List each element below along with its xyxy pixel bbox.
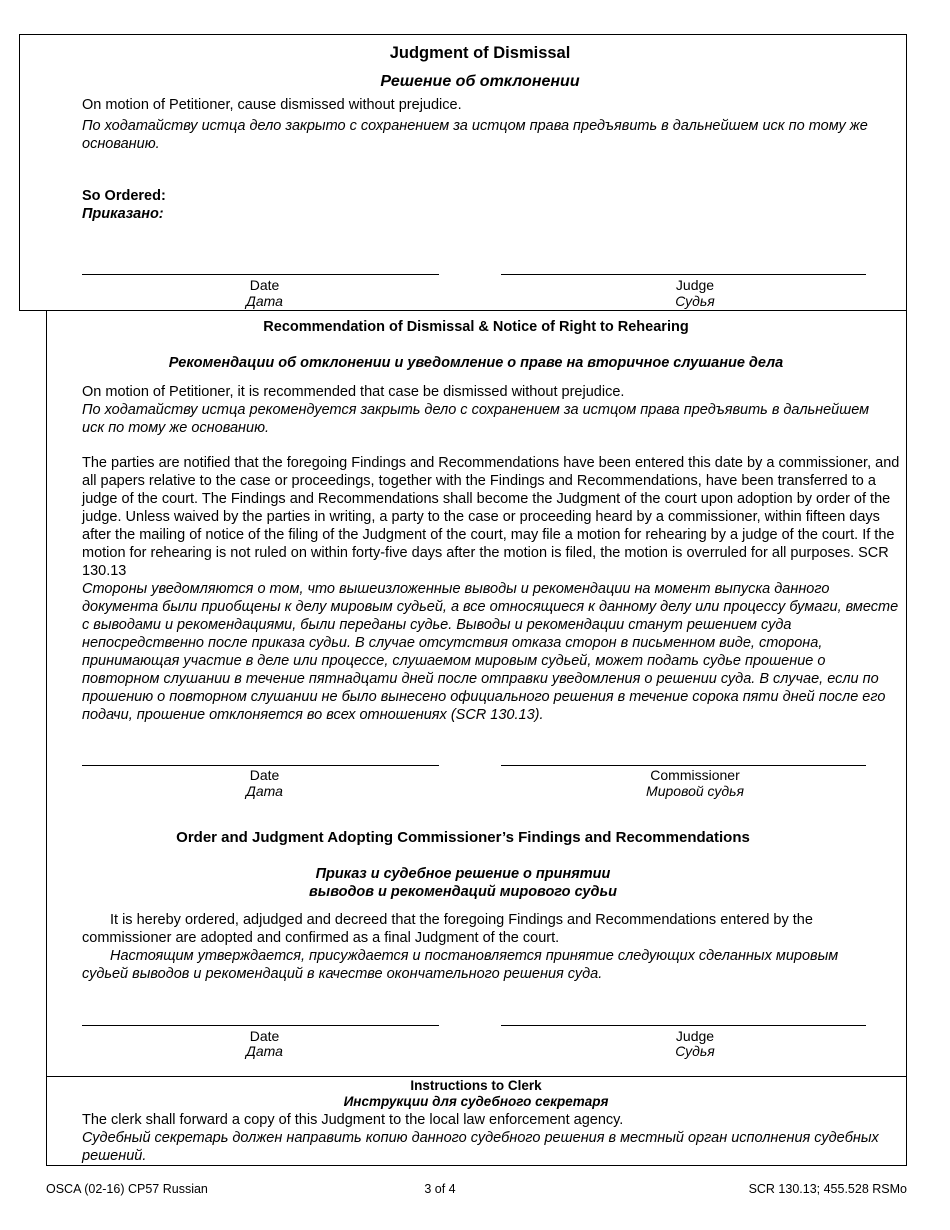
order-title-ru-line1: Приказ и судебное решение о принятии [315,866,611,882]
order-date-line [82,1025,439,1026]
recommendation-date-label-ru: Дата [246,783,283,799]
judgment-judge-line [501,274,866,275]
recommendation-date-label: Date [249,767,280,783]
page-number: 3 of 4 [424,1182,456,1196]
judgment-title: Judgment of Dismissal [389,44,571,62]
recommendation-motion: On motion of Petitioner, it is recommended that case be dismissed without prejudice. [82,384,625,400]
judgment-judge-label: Judge [675,277,715,293]
rehearing-notice: The parties are notified that the foregoing Findings and Recommendations have been entered this date by a commissioner, and all papers relative to the case or proceedings, together with the Findings and Recommendations, have been transferred to a judge of the court. The Findings and Recommendations shall become the Judgment of the court upon adoption by order of the judge. Unless waived by the parties in writing, a party to the case or proceeding heard by a commissioner, within fifteen days after the mailing of notice of the filing of the Judgment of the court, may file a motion for rehearing by a judge of the court. If the motion for rehearing is not ruled on within forty-five days after the motion is filed, the motion is overruled for all purposes. SCR 130.13 [82,455,900,579]
clerk-title-ru: Инструкции для судебного секретаря [343,1094,609,1109]
clerk-title: Instructions to Clerk [410,1078,542,1093]
judgment-motion: On motion of Petitioner, cause dismissed without prejudice. [82,97,462,113]
order-title-ru-line2: выводов и рекомендаций мирового судьи [309,884,617,900]
commissioner-label-ru: Мировой судья [646,783,744,799]
judgment-date-label-ru: Дата [246,293,283,309]
clerk-text-ru: Судебный секретарь должен направить копию данного судебного решения в местный орган исполнения судебных решений. [82,1130,879,1164]
recommendation-title-ru: Рекомендации об отклонении и уведомление о праве на вторичное слушание дела [168,355,784,371]
judgment-date-line [82,274,439,275]
clerk-section-divider [46,1076,907,1077]
recommendation-title: Recommendation of Dismissal & Notice of Right to Rehearing [263,319,689,335]
judgment-date-label: Date [249,277,280,293]
judgment-motion-ru: По ходатайству истца дело закрыто с сохранением за истцом права предъявить в дальнейшем иск по тому же основанию. [82,118,868,152]
so-ordered-label: So Ordered: [82,188,166,204]
judgment-judge-label-ru: Судья [675,293,715,309]
statute-reference: SCR 130.13; 455.528 RSMo [748,1182,907,1196]
judgment-title-ru: Решение об отклонении [380,73,580,90]
recommendation-date-line [82,765,439,766]
form-id: OSCA (02-16) CP57 Russian [46,1182,208,1196]
order-text-ru: Настоящим утверждается, присуждается и постановляется принятие следующих сделанных мировым судьей выводов и рекомендаций в качестве окончательного решения суда. [82,948,839,982]
so-ordered-label-ru: Приказано: [82,206,164,222]
clerk-text: The clerk shall forward a copy of this Judgment to the local law enforcement agency. [82,1112,624,1128]
order-date-label-ru: Дата [246,1043,283,1059]
order-text: It is hereby ordered, adjudged and decreed that the foregoing Findings and Recommendations entered by the commissioner are adopted and confirmed as a final Judgment of the court. [82,912,813,946]
order-judge-label: Judge [675,1028,715,1044]
order-judge-label-ru: Судья [675,1043,715,1059]
rehearing-notice-ru: Стороны уведомляются о том, что вышеизложенные выводы и рекомендации на момент выпуска данного документа были приобщены к делу мировым судьей, а все относящиеся к данному делу или процессу бумаги, вместе с выводами и рекомендациями, были переданы судье. Выводы и рекомендации станут решением суда непосредственно после приказа судьи. В случае отсутствия отказа сторон в письменном виде, сторона, принимающая участие в деле или процессе, слушаемом мировым судьей, может подать судье прошение о повторном слушании в течение пятнадцати дней после отправки уведомления о решении суда. В случае, если по прошению о повторном слушании не было вынесено официального решения в течение сорока пяти дней после его подачи, прошение отклоняется во всех отношениях (SCR 130.13). [82,581,899,723]
order-title: Order and Judgment Adopting Commissioner’s Findings and Recommendations [176,829,750,846]
commissioner-signature-line [501,765,866,766]
order-date-label: Date [249,1028,280,1044]
order-judge-line [501,1025,866,1026]
commissioner-label: Commissioner [650,767,740,783]
recommendation-motion-ru: По ходатайству истца рекомендуется закрыть дело с сохранением за истцом права предъявить в дальнейшем иск по тому же основанию. [82,402,870,436]
